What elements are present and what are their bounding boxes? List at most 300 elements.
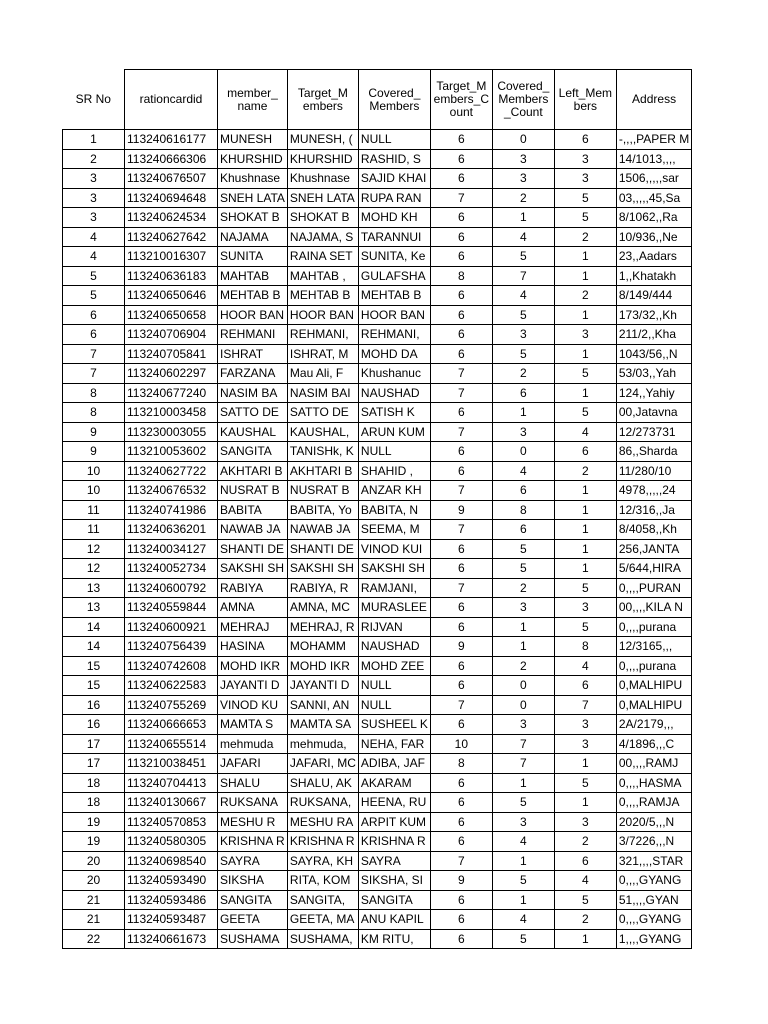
cell-target-count: 6 (430, 539, 492, 559)
cell-rationcardid: 113230003055 (125, 422, 218, 442)
cell-left-members: 7 (554, 695, 616, 715)
cell-covered-count: 0 (492, 695, 554, 715)
table-row (63, 871, 692, 891)
cell-target-members: MEHRAJ, R (287, 617, 358, 637)
cell-left-members: 3 (554, 812, 616, 832)
cell-rationcardid: 113240661673 (125, 929, 218, 949)
cell-left-members: 1 (554, 754, 616, 774)
cell-covered-count: 0 (492, 676, 554, 696)
table-row (63, 773, 692, 793)
cell-covered-count: 1 (492, 617, 554, 637)
table-row (63, 422, 692, 442)
cell-address: 0,MALHIPU (616, 695, 691, 715)
cell-rationcardid: 113240616177 (125, 130, 218, 150)
cell-covered-count: 5 (492, 344, 554, 364)
cell-left-members: 1 (554, 793, 616, 813)
cell-target-members: NAWAB JA (287, 520, 358, 540)
cell-rationcardid: 113240600792 (125, 578, 218, 598)
cell-address: 23,,Aadars (616, 247, 691, 267)
cell-covered-members: BABITA, N (358, 500, 430, 520)
cell-left-members: 1 (554, 539, 616, 559)
cell-covered-members: AKARAM (358, 773, 430, 793)
cell-member-name: Khushnase (218, 169, 288, 189)
cell-covered-count: 1 (492, 637, 554, 657)
cell-left-members: 8 (554, 637, 616, 657)
cell-covered-count: 5 (492, 539, 554, 559)
cell-covered-members: NULL (358, 676, 430, 696)
cell-member-name: GEETA (218, 910, 288, 930)
cell-address: 321,,,,STAR (616, 851, 691, 871)
cell-rationcardid: 113240676507 (125, 169, 218, 189)
cell-covered-count: 1 (492, 890, 554, 910)
cell-sr-no: 13 (63, 598, 125, 618)
cell-target-count: 6 (430, 832, 492, 852)
cell-covered-members: SAKSHI SH (358, 559, 430, 579)
cell-sr-no: 5 (63, 286, 125, 306)
cell-address: 2A/2179,,, (616, 715, 691, 735)
cell-member-name: KRISHNA R (218, 832, 288, 852)
table-row (63, 325, 692, 345)
cell-address: 0,,,,purana (616, 617, 691, 637)
cell-target-members: mehmuda, (287, 734, 358, 754)
cell-member-name: HASINA (218, 637, 288, 657)
cell-target-count: 7 (430, 364, 492, 384)
cell-rationcardid: 113240755269 (125, 695, 218, 715)
cell-member-name: SANGITA (218, 890, 288, 910)
cell-address: 211/2,,Kha (616, 325, 691, 345)
cell-target-count: 7 (430, 188, 492, 208)
cell-covered-members: RUPA RAN (358, 188, 430, 208)
cell-address: 3/7226,,,N (616, 832, 691, 852)
cell-rationcardid: 113240636183 (125, 266, 218, 286)
cell-rationcardid: 113240666306 (125, 149, 218, 169)
cell-address: 1506,,,,,sar (616, 169, 691, 189)
cell-target-count: 6 (430, 247, 492, 267)
table-row (63, 266, 692, 286)
cell-target-count: 7 (430, 851, 492, 871)
cell-member-name: NASIM BA (218, 383, 288, 403)
cell-address: 1043/56,,N (616, 344, 691, 364)
cell-target-count: 6 (430, 149, 492, 169)
cell-member-name: MAHTAB (218, 266, 288, 286)
cell-covered-members: MEHTAB B (358, 286, 430, 306)
table-row (63, 695, 692, 715)
cell-target-members: SATTO DE (287, 403, 358, 423)
cell-rationcardid: 113240666653 (125, 715, 218, 735)
cell-member-name: MUNESH (218, 130, 288, 150)
cell-left-members: 1 (554, 559, 616, 579)
cell-address: 14/1013,,,, (616, 149, 691, 169)
cell-address: 00,,,,RAMJ (616, 754, 691, 774)
cell-address: 124,,Yahiy (616, 383, 691, 403)
table-row (63, 637, 692, 657)
cell-rationcardid: 113240580305 (125, 832, 218, 852)
cell-covered-members: ADIBA, JAF (358, 754, 430, 774)
cell-sr-no: 8 (63, 383, 125, 403)
cell-member-name: MESHU R (218, 812, 288, 832)
cell-member-name: NUSRAT B (218, 481, 288, 501)
cell-sr-no: 12 (63, 539, 125, 559)
cell-target-members: MOHD IKR (287, 656, 358, 676)
cell-covered-count: 5 (492, 929, 554, 949)
cell-address: 8/1062,,Ra (616, 208, 691, 228)
cell-rationcardid: 113240052734 (125, 559, 218, 579)
cell-rationcardid: 113240756439 (125, 637, 218, 657)
cell-left-members: 2 (554, 832, 616, 852)
cell-rationcardid: 113240602297 (125, 364, 218, 384)
table-row (63, 286, 692, 306)
cell-left-members: 5 (554, 890, 616, 910)
header-target-members: Target_M embers (287, 70, 358, 130)
cell-address: 8/149/444 (616, 286, 691, 306)
cell-sr-no: 22 (63, 929, 125, 949)
cell-sr-no: 11 (63, 520, 125, 540)
cell-member-name: FARZANA (218, 364, 288, 384)
table-row (63, 247, 692, 267)
cell-left-members: 1 (554, 247, 616, 267)
cell-member-name: SNEH LATA (218, 188, 288, 208)
header-covered-members-count: Covered_ Members _Count (492, 70, 554, 130)
cell-left-members: 2 (554, 286, 616, 306)
cell-left-members: 5 (554, 617, 616, 637)
cell-address: 12/273731 (616, 422, 691, 442)
cell-member-name: MOHD IKR (218, 656, 288, 676)
cell-member-name: SHALU (218, 773, 288, 793)
cell-target-members: KHURSHID (287, 149, 358, 169)
cell-covered-count: 2 (492, 656, 554, 676)
table-row (63, 851, 692, 871)
cell-target-members: RUKSANA, (287, 793, 358, 813)
cell-covered-count: 5 (492, 793, 554, 813)
cell-rationcardid: 113240676532 (125, 481, 218, 501)
cell-sr-no: 9 (63, 422, 125, 442)
cell-target-members: BABITA, Yo (287, 500, 358, 520)
cell-rationcardid: 113210003458 (125, 403, 218, 423)
table-row (63, 754, 692, 774)
cell-covered-members: MOHD ZEE (358, 656, 430, 676)
table-row (63, 559, 692, 579)
cell-sr-no: 14 (63, 617, 125, 637)
cell-left-members: 2 (554, 461, 616, 481)
cell-member-name: SHOKAT B (218, 208, 288, 228)
table-row (63, 227, 692, 247)
cell-sr-no: 17 (63, 754, 125, 774)
cell-left-members: 5 (554, 364, 616, 384)
cell-target-count: 9 (430, 871, 492, 891)
cell-member-name: SHANTI DE (218, 539, 288, 559)
cell-left-members: 3 (554, 169, 616, 189)
cell-sr-no: 3 (63, 208, 125, 228)
cell-target-count: 6 (430, 227, 492, 247)
cell-address: -,,,,PAPER M (616, 130, 691, 150)
cell-address: 173/32,,Kh (616, 305, 691, 325)
cell-target-count: 6 (430, 442, 492, 462)
cell-target-members: SAYRA, KH (287, 851, 358, 871)
table-row (63, 305, 692, 325)
header-covered-members: Covered_ Members (358, 70, 430, 130)
cell-address: 86,,Sharda (616, 442, 691, 462)
cell-left-members: 1 (554, 481, 616, 501)
cell-rationcardid: 113240741986 (125, 500, 218, 520)
cell-member-name: ISHRAT (218, 344, 288, 364)
cell-left-members: 3 (554, 325, 616, 345)
cell-target-count: 6 (430, 208, 492, 228)
cell-member-name: BABITA (218, 500, 288, 520)
cell-address: 2020/5,,,N (616, 812, 691, 832)
cell-covered-members: NAUSHAD (358, 637, 430, 657)
cell-rationcardid: 113240698540 (125, 851, 218, 871)
cell-member-name: AKHTARI B (218, 461, 288, 481)
cell-left-members: 6 (554, 851, 616, 871)
cell-left-members: 1 (554, 305, 616, 325)
cell-left-members: 1 (554, 266, 616, 286)
cell-address: 8/4058,,Kh (616, 520, 691, 540)
cell-covered-count: 2 (492, 364, 554, 384)
header-target-members-count: Target_M embers_C ount (430, 70, 492, 130)
cell-covered-members: ANU KAPIL (358, 910, 430, 930)
cell-target-count: 6 (430, 617, 492, 637)
table-row (63, 890, 692, 910)
cell-covered-count: 1 (492, 208, 554, 228)
cell-covered-count: 3 (492, 422, 554, 442)
cell-covered-count: 7 (492, 734, 554, 754)
cell-member-name: SANGITA (218, 442, 288, 462)
table-row (63, 149, 692, 169)
cell-member-name: REHMANI (218, 325, 288, 345)
table-row (63, 169, 692, 189)
table-row (63, 364, 692, 384)
cell-target-members: TANISHk, K (287, 442, 358, 462)
cell-covered-count: 4 (492, 227, 554, 247)
cell-target-members: MAHTAB , (287, 266, 358, 286)
cell-address: 03,,,,,45,Sa (616, 188, 691, 208)
cell-target-members: SUSHAMA, (287, 929, 358, 949)
cell-rationcardid: 113240742608 (125, 656, 218, 676)
cell-sr-no: 8 (63, 403, 125, 423)
cell-sr-no: 11 (63, 500, 125, 520)
cell-covered-members: SEEMA, M (358, 520, 430, 540)
cell-target-count: 6 (430, 344, 492, 364)
cell-rationcardid: 113240593486 (125, 890, 218, 910)
cell-left-members: 6 (554, 130, 616, 150)
cell-address: 0,,,,GYANG (616, 910, 691, 930)
cell-target-members: AKHTARI B (287, 461, 358, 481)
cell-target-count: 6 (430, 715, 492, 735)
cell-rationcardid: 113240624534 (125, 208, 218, 228)
table-row (63, 812, 692, 832)
cell-member-name: VINOD KU (218, 695, 288, 715)
cell-rationcardid: 113210053602 (125, 442, 218, 462)
cell-left-members: 6 (554, 676, 616, 696)
cell-left-members: 5 (554, 403, 616, 423)
cell-address: 5/644,HIRA (616, 559, 691, 579)
cell-target-count: 6 (430, 773, 492, 793)
cell-covered-members: KRISHNA R (358, 832, 430, 852)
table-row (63, 461, 692, 481)
cell-target-members: SHOKAT B (287, 208, 358, 228)
cell-rationcardid: 113240593487 (125, 910, 218, 930)
cell-target-count: 6 (430, 676, 492, 696)
cell-address: 0,,,,purana (616, 656, 691, 676)
cell-covered-members: NULL (358, 695, 430, 715)
cell-covered-members: MURASLEE (358, 598, 430, 618)
cell-member-name: NAWAB JA (218, 520, 288, 540)
cell-address: 0,MALHIPU (616, 676, 691, 696)
cell-left-members: 1 (554, 383, 616, 403)
cell-left-members: 1 (554, 344, 616, 364)
cell-covered-count: 5 (492, 559, 554, 579)
table-row (63, 403, 692, 423)
cell-rationcardid: 113240704413 (125, 773, 218, 793)
cell-covered-count: 6 (492, 383, 554, 403)
cell-covered-count: 0 (492, 130, 554, 150)
header-address: Address (616, 70, 691, 130)
cell-sr-no: 14 (63, 637, 125, 657)
cell-member-name: JAYANTI D (218, 676, 288, 696)
table-row (63, 442, 692, 462)
cell-address: 4978,,,,,24 (616, 481, 691, 501)
cell-target-members: SAKSHI SH (287, 559, 358, 579)
cell-target-members: MUNESH, ( (287, 130, 358, 150)
cell-address: 00,Jatavna (616, 403, 691, 423)
ration-table (62, 69, 692, 949)
header-sr-no: SR No (63, 70, 125, 130)
table-row (63, 539, 692, 559)
cell-member-name: SIKSHA (218, 871, 288, 891)
cell-target-count: 6 (430, 130, 492, 150)
cell-target-members: SANGITA, (287, 890, 358, 910)
cell-sr-no: 7 (63, 344, 125, 364)
cell-covered-members: SAJID KHAI (358, 169, 430, 189)
cell-member-name: HOOR BAN (218, 305, 288, 325)
cell-covered-members: HEENA, RU (358, 793, 430, 813)
cell-member-name: RABIYA (218, 578, 288, 598)
table-row (63, 130, 692, 150)
cell-left-members: 2 (554, 227, 616, 247)
cell-target-members: MAMTA SA (287, 715, 358, 735)
cell-target-count: 6 (430, 910, 492, 930)
cell-target-members: RAINA SET (287, 247, 358, 267)
cell-target-count: 6 (430, 325, 492, 345)
cell-rationcardid: 113210038451 (125, 754, 218, 774)
cell-target-count: 8 (430, 266, 492, 286)
cell-sr-no: 6 (63, 305, 125, 325)
cell-target-count: 7 (430, 481, 492, 501)
cell-member-name: MAMTA S (218, 715, 288, 735)
cell-sr-no: 7 (63, 364, 125, 384)
cell-target-members: SANNI, AN (287, 695, 358, 715)
cell-target-count: 10 (430, 734, 492, 754)
cell-covered-members: MOHD KH (358, 208, 430, 228)
cell-rationcardid: 113240622583 (125, 676, 218, 696)
cell-sr-no: 5 (63, 266, 125, 286)
cell-target-count: 6 (430, 656, 492, 676)
cell-sr-no: 19 (63, 832, 125, 852)
cell-covered-count: 0 (492, 442, 554, 462)
cell-target-members: SHANTI DE (287, 539, 358, 559)
cell-covered-count: 5 (492, 247, 554, 267)
cell-address: 00,,,,KILA N (616, 598, 691, 618)
cell-covered-members: ANZAR KH (358, 481, 430, 501)
cell-sr-no: 18 (63, 793, 125, 813)
cell-covered-count: 2 (492, 578, 554, 598)
cell-covered-members: RASHID, S (358, 149, 430, 169)
cell-covered-members: Khushanuc (358, 364, 430, 384)
cell-target-count: 7 (430, 383, 492, 403)
cell-rationcardid: 113240677240 (125, 383, 218, 403)
cell-target-members: HOOR BAN (287, 305, 358, 325)
table-row (63, 598, 692, 618)
cell-address: 256,JANTA (616, 539, 691, 559)
cell-left-members: 4 (554, 422, 616, 442)
cell-covered-members: GULAFSHA (358, 266, 430, 286)
cell-address: 0,,,,PURAN (616, 578, 691, 598)
cell-address: 0,,,,GYANG (616, 871, 691, 891)
table-row (63, 578, 692, 598)
cell-rationcardid: 113240130667 (125, 793, 218, 813)
cell-sr-no: 20 (63, 851, 125, 871)
header-member-name: member_ name (218, 70, 288, 130)
cell-covered-members: KM RITU, (358, 929, 430, 949)
cell-covered-count: 8 (492, 500, 554, 520)
cell-target-members: MEHTAB B (287, 286, 358, 306)
cell-covered-members: NULL (358, 442, 430, 462)
cell-left-members: 5 (554, 773, 616, 793)
cell-covered-count: 5 (492, 871, 554, 891)
cell-member-name: SUSHAMA (218, 929, 288, 949)
cell-covered-members: SANGITA (358, 890, 430, 910)
cell-rationcardid: 113240650646 (125, 286, 218, 306)
table-row (63, 500, 692, 520)
table-row (63, 520, 692, 540)
cell-target-members: JAYANTI D (287, 676, 358, 696)
cell-target-members: GEETA, MA (287, 910, 358, 930)
cell-target-members: JAFARI, MC (287, 754, 358, 774)
cell-member-name: MEHRAJ (218, 617, 288, 637)
cell-sr-no: 9 (63, 442, 125, 462)
cell-covered-members: HOOR BAN (358, 305, 430, 325)
table-row (63, 793, 692, 813)
cell-target-count: 7 (430, 520, 492, 540)
cell-target-count: 7 (430, 695, 492, 715)
cell-covered-count: 1 (492, 403, 554, 423)
table-row (63, 481, 692, 501)
cell-left-members: 1 (554, 929, 616, 949)
cell-sr-no: 19 (63, 812, 125, 832)
cell-address: 1,,,,GYANG (616, 929, 691, 949)
cell-sr-no: 6 (63, 325, 125, 345)
cell-member-name: NAJAMA (218, 227, 288, 247)
cell-covered-members: SUNITA, Ke (358, 247, 430, 267)
cell-left-members: 4 (554, 656, 616, 676)
cell-address: 51,,,,GYAN (616, 890, 691, 910)
cell-address: 12/3165,,, (616, 637, 691, 657)
table-row (63, 208, 692, 228)
table-row (63, 929, 692, 949)
cell-target-members: NASIM BAI (287, 383, 358, 403)
cell-sr-no: 16 (63, 695, 125, 715)
cell-rationcardid: 113240593490 (125, 871, 218, 891)
cell-target-members: KAUSHAL, (287, 422, 358, 442)
cell-covered-members: SATISH K (358, 403, 430, 423)
cell-target-members: Mau Ali, F (287, 364, 358, 384)
cell-address: 4/1896,,,C (616, 734, 691, 754)
cell-target-count: 6 (430, 793, 492, 813)
header-rationcardid: rationcardid (125, 70, 218, 130)
cell-member-name: SAKSHI SH (218, 559, 288, 579)
cell-sr-no: 21 (63, 890, 125, 910)
cell-sr-no: 10 (63, 481, 125, 501)
